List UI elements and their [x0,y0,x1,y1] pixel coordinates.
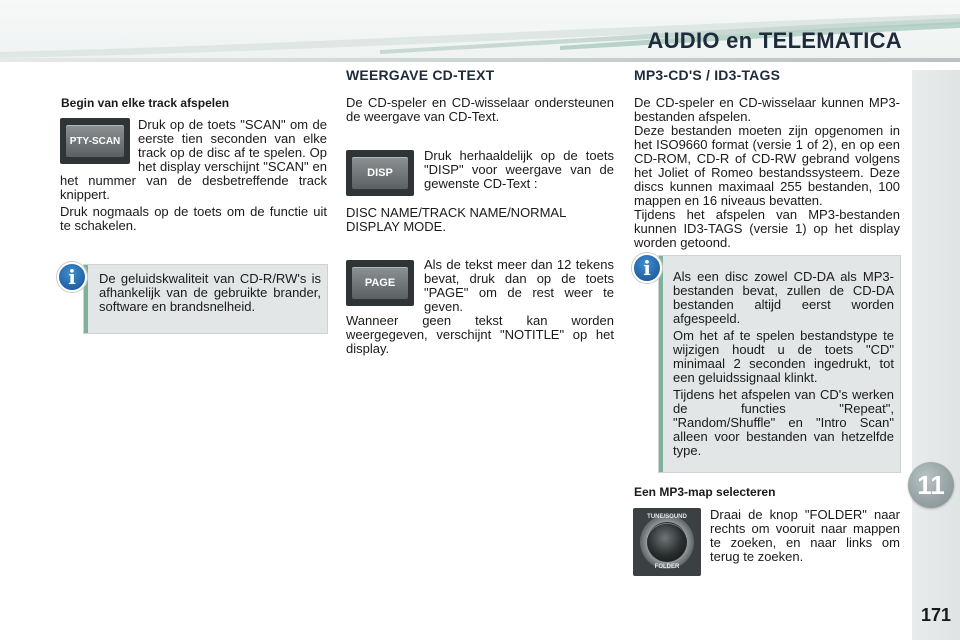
float-spacer [60,118,138,166]
folder-heading: Een MP3-map selecteren [634,485,776,499]
side-margin-strip [912,70,960,640]
info-mp3-text [673,270,894,461]
knob-top-label: TUNE/SOUND [647,514,687,520]
info-icon: i [57,262,87,292]
disp-label: DISP [352,157,408,189]
info-box-cdr [83,264,328,334]
mp3-heading: MP3-CD'S / ID3-TAGS [634,67,781,83]
scan-text-block [60,118,327,236]
cd-text-intro: De CD-speler en CD-wisselaar ondersteunen de weergave van CD-Text. [346,95,614,124]
disp-text: Druk herhaaldelijk op de toets "DISP" voor weergave van de gewenste CD-Text : [424,148,614,191]
page-button-image [346,260,414,306]
folder-text: Draai de knop "FOLDER" naar rechts om vooruit naar mappen te zoeken, en naar links om terug te zoeken. [710,507,900,564]
mp3-text-block [634,96,900,250]
knob-bottom-label: FOLDER [654,564,680,570]
page-label: PAGE [352,267,408,299]
disp-button-image [346,150,414,196]
info-mp3-p1: Als een disc zowel CD-DA als MP3- bestanden bevat, zullen de CD-DA bestanden altijd eerst worden afgespeeld. [673,269,894,326]
scan-paragraph: Druk op de toets "SCAN" om de eerste tien seconden van elke track op de disc af te spelen. Op het display verschijnt "SCAN" en het nummer van de desbetreffende track knippert. [60,117,327,202]
header-underline [0,58,960,62]
info-accent-bar [659,256,663,472]
chapter-tab: 11 [908,462,954,508]
mp3-p1: De CD-speler en CD-wisselaar kunnen MP3-bestanden afspelen. [634,95,900,124]
folder-knob-image [633,508,701,576]
info-mp3-p2: Om het af te spelen bestandstype te wijzigen houdt u de toets "CD" minimaal 2 seconden ingedrukt, tot een geluidssignaal klinkt. [673,328,894,385]
page-number: 171 [921,605,952,625]
display-modes: DISC NAME/TRACK NAME/NORMAL DISPLAY MODE. [346,205,566,234]
mp3-p2: Deze bestanden moeten zijn opgenomen in het ISO9660 format (versie 1 of 2), en op een CD-ROM, CD-R of CD-RW gebrand volgens het Joliet of Romeo bestandssysteem. Deze discs kunnen maximaal 255 bestanden, 100 mappen en 16 niveaus bevatten. [634,123,900,208]
pty-scan-label: PTY-SCAN [66,125,124,157]
info-mp3-p3: Tijdens het afspelen van CD's werken de functies "Repeat", "Random/Shuffle" en "Intro Scan" alleen voor bestanden van hetzelfde type. [673,387,894,458]
scan-off-paragraph: Druk nogmaals op de toets om de functie uit te schakelen. [60,204,327,233]
page-title: AUDIO en TELEMATICA [647,28,902,53]
info-icon: i [632,253,662,283]
mp3-p3: Tijdens het afspelen van MP3-bestanden kunnen ID3-TAGS (versie 1) op het display worden getoond. [634,207,900,250]
page-text: Als de tekst meer dan 12 tekens bevat, druk dan op de toets "PAGE" om de rest weer te geven. [424,257,614,314]
notitle-text: Wanneer geen tekst kan worden weergegeven, verschijnt "NOTITLE" op het display. [346,313,614,356]
info-cdr-text: De geluidskwaliteit van CD-R/RW's is afhankelijk van de gebruikte brander, software en brandsnelheid. [99,271,321,314]
scan-heading: Begin van elke track afspelen [61,96,230,110]
cd-text-heading: WEERGAVE CD-TEXT [346,67,495,83]
info-box-mp3 [658,255,901,473]
